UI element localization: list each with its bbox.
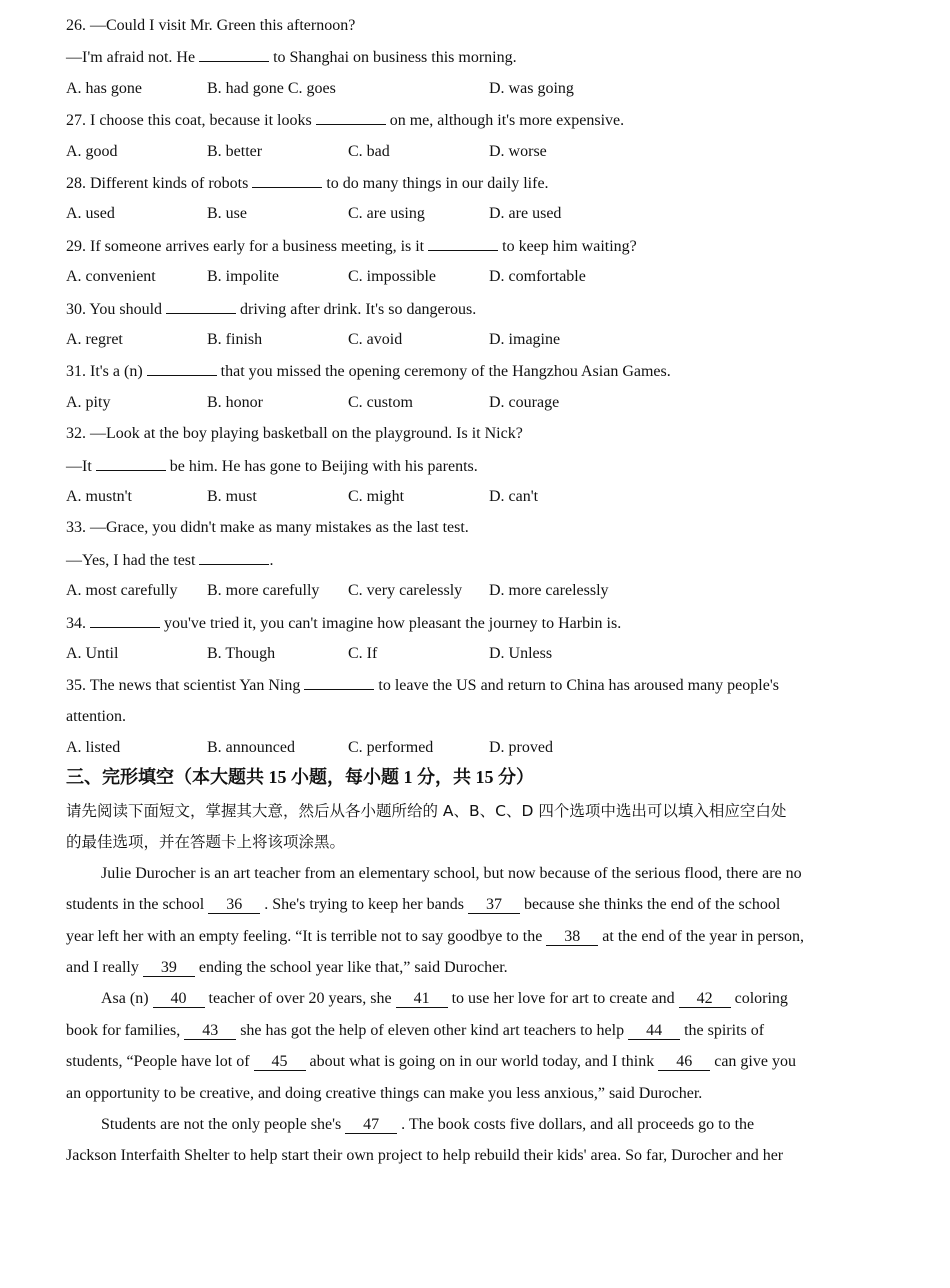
passage-text: book for families, <box>66 1021 185 1039</box>
question-text: —Could I visit Mr. Green this afternoon? <box>90 17 356 34</box>
passage-text: about what is going on in our world today, and I think <box>305 1053 659 1071</box>
cloze-blank: 41 <box>396 990 448 1008</box>
answer-option: D. proved <box>489 739 553 757</box>
answer-blank <box>428 236 498 251</box>
question-line <box>66 675 779 696</box>
answer-option: A. convenient <box>66 268 156 286</box>
passage-text: Jackson Interfaith Shelter to help start their own project to help rebuild their kids' area. So far, Durocher and her <box>66 1147 784 1165</box>
answer-option: D. imagine <box>489 331 561 348</box>
answer-blank <box>304 675 374 690</box>
question-number: 29. <box>66 237 86 255</box>
answer-blank <box>96 456 166 471</box>
question-number: 30. <box>66 300 86 318</box>
cloze-blank: 38 <box>546 928 598 946</box>
answer-option: D. Unless <box>489 645 553 662</box>
question-text: Different kinds of robots <box>90 175 253 192</box>
cloze-blank: 37 <box>468 896 520 914</box>
passage-text: Julie Durocher is an art teacher from an elementary school, but now because of the serious flood, there are no <box>101 864 802 882</box>
answer-option: A. regret <box>66 331 123 348</box>
passage-text: Asa (n) <box>101 990 153 1008</box>
answer-option: B. impolite <box>207 268 279 286</box>
question-text: If someone arrives early for a business meeting, is it <box>90 237 429 255</box>
passage-text: year left her with an empty feeling. “It is terrible not to say goodbye to the <box>66 927 547 945</box>
question-text: you've tried it, you can't imagine how pleasant the journey to Harbin is. <box>160 614 622 632</box>
section-heading: 三、完形填空（本大题共 15 小题，每小题 1 分，共 15 分） <box>66 766 534 787</box>
passage-line <box>66 958 508 978</box>
answer-blank <box>252 173 322 188</box>
passage-text: an opportunity to be creative, and doing creative things can make you less anxious,” said Durocher. <box>66 1084 703 1102</box>
answer-option: D. are used <box>489 205 562 223</box>
answer-option: B. use <box>207 205 247 223</box>
question-text: be him. He has gone to Beijing with his parents. <box>165 457 478 475</box>
answer-blank <box>199 47 269 62</box>
answer-blank <box>166 299 236 314</box>
passage-text: to use her love for art to create and <box>447 990 679 1008</box>
answer-option: B. Though <box>207 645 276 662</box>
question-line <box>66 613 621 634</box>
passage-line <box>101 864 802 884</box>
answer-blank <box>147 361 217 376</box>
answer-option: C. custom <box>348 393 413 411</box>
question-number: 28. <box>66 175 86 192</box>
passage-text: students in the school <box>66 896 209 914</box>
answer-option: B. had gone C. goes <box>207 79 336 97</box>
answer-option: B. finish <box>207 331 263 348</box>
question-line <box>66 236 637 257</box>
cloze-blank: 45 <box>254 1053 306 1071</box>
answer-blank <box>90 613 160 628</box>
answer-option: D. was going <box>489 79 574 97</box>
answer-option: B. honor <box>207 393 263 411</box>
answer-option: A. has gone <box>66 79 142 97</box>
answer-option: C. avoid <box>348 331 403 348</box>
passage-line <box>66 1052 796 1072</box>
answer-option: A. pity <box>66 393 111 411</box>
answer-option: C. might <box>348 488 405 505</box>
passage-line <box>66 1084 702 1104</box>
question-text: to do many things in our daily life. <box>322 175 549 192</box>
section-instruction: 的最佳选项，并在答题卡上将该项涂黑。 <box>66 833 346 852</box>
question-number: 34. <box>66 614 86 632</box>
passage-text: ending the school year like that,” said Durocher. <box>194 959 508 976</box>
passage-text: . The book costs five dollars, and all proceeds go to the <box>397 1116 755 1133</box>
answer-option: C. performed <box>348 739 434 757</box>
answer-option: D. more carelessly <box>489 582 609 600</box>
question-text: attention. <box>66 707 126 725</box>
cloze-blank: 36 <box>208 896 260 914</box>
question-text: The news that scientist Yan Ning <box>89 677 305 695</box>
passage-text: and I really <box>66 959 143 976</box>
question-text: —Grace, you didn't make as many mistakes as the last test. <box>90 519 469 537</box>
answer-option: A. mustn't <box>66 488 132 505</box>
question-text: —I'm afraid not. He <box>66 49 200 67</box>
answer-blank <box>199 550 269 565</box>
passage-line <box>66 1146 783 1166</box>
question-line <box>66 16 355 36</box>
passage-line <box>66 1021 764 1041</box>
question-text: I choose this coat, because it looks <box>90 112 316 130</box>
passage-text: because she thinks the end of the school <box>519 896 781 914</box>
passage-line <box>66 895 780 915</box>
question-number: 33. <box>66 519 86 537</box>
question-line <box>66 456 478 477</box>
answer-option: C. If <box>348 645 378 662</box>
answer-option: D. comfortable <box>489 268 586 286</box>
question-text: to keep him waiting? <box>498 237 637 255</box>
answer-option: C. bad <box>348 142 390 160</box>
question-line <box>66 47 517 68</box>
question-line <box>66 110 624 131</box>
passage-text: coloring <box>730 990 788 1008</box>
question-number: 31. <box>66 363 86 381</box>
passage-text: the spirits of <box>680 1021 765 1039</box>
question-line <box>66 424 523 444</box>
answer-option: C. very carelessly <box>348 582 463 600</box>
answer-option: A. listed <box>66 739 121 757</box>
answer-option: B. more carefully <box>207 582 320 600</box>
passage-text: . She's trying to keep her bands <box>260 896 468 914</box>
question-line <box>66 173 549 194</box>
question-line <box>66 361 671 382</box>
cloze-blank: 44 <box>628 1022 680 1040</box>
question-number: 32. <box>66 425 86 443</box>
question-text: You should <box>89 300 167 318</box>
passage-line <box>101 989 788 1009</box>
question-number: 27. <box>66 112 86 130</box>
answer-option: C. are using <box>348 205 425 223</box>
answer-option: D. worse <box>489 142 547 160</box>
passage-text: students, “People have lot of <box>66 1053 254 1071</box>
cloze-blank: 43 <box>184 1022 236 1040</box>
question-text: . <box>269 551 274 569</box>
section-instruction: 请先阅读下面短文，掌握其大意，然后从各小题所给的 A、B、C、D 四个选项中选出可以填入相应空白处 <box>66 802 787 820</box>
question-text: on me, although it's more expensive. <box>385 112 625 130</box>
question-line <box>66 707 126 727</box>
question-line <box>66 550 273 571</box>
cloze-blank: 46 <box>658 1053 710 1071</box>
question-text: driving after drink. It's so dangerous. <box>236 300 477 318</box>
answer-option: A. Until <box>66 645 119 662</box>
answer-option: B. must <box>207 488 257 505</box>
answer-option: D. can't <box>489 488 539 505</box>
cloze-blank: 42 <box>679 990 731 1008</box>
question-text: —Yes, I had the test <box>66 551 200 569</box>
question-line <box>66 299 476 320</box>
question-number: 26. <box>66 17 86 34</box>
passage-line <box>101 1115 754 1135</box>
passage-text: teacher of over 20 years, she <box>204 990 396 1008</box>
question-text: It's a (n) <box>90 363 147 381</box>
answer-option: A. most carefully <box>66 582 178 600</box>
answer-option: B. announced <box>207 739 295 757</box>
answer-option: A. used <box>66 205 115 223</box>
question-text: to leave the US and return to China has aroused many people's <box>374 677 779 695</box>
passage-text: can give you <box>710 1053 796 1071</box>
answer-option: D. courage <box>489 393 560 411</box>
passage-text: Students are not the only people she's <box>101 1116 346 1133</box>
answer-option: C. impossible <box>348 268 437 286</box>
passage-line <box>66 927 804 947</box>
passage-text: she has got the help of eleven other kind art teachers to help <box>236 1021 629 1039</box>
question-number: 35. <box>66 677 86 695</box>
question-text: to Shanghai on business this morning. <box>269 49 517 67</box>
answer-option: A. good <box>66 142 118 160</box>
question-text: —Look at the boy playing basketball on the playground. Is it Nick? <box>90 425 523 443</box>
cloze-blank: 47 <box>345 1116 397 1134</box>
cloze-blank: 39 <box>143 959 195 977</box>
answer-option: B. better <box>207 142 263 160</box>
question-text: that you missed the opening ceremony of the Hangzhou Asian Games. <box>216 363 671 381</box>
answer-blank <box>316 110 386 125</box>
cloze-blank: 40 <box>153 990 205 1008</box>
passage-text: at the end of the year in person, <box>598 927 804 945</box>
question-text: —It <box>66 457 96 475</box>
question-line <box>66 518 469 538</box>
